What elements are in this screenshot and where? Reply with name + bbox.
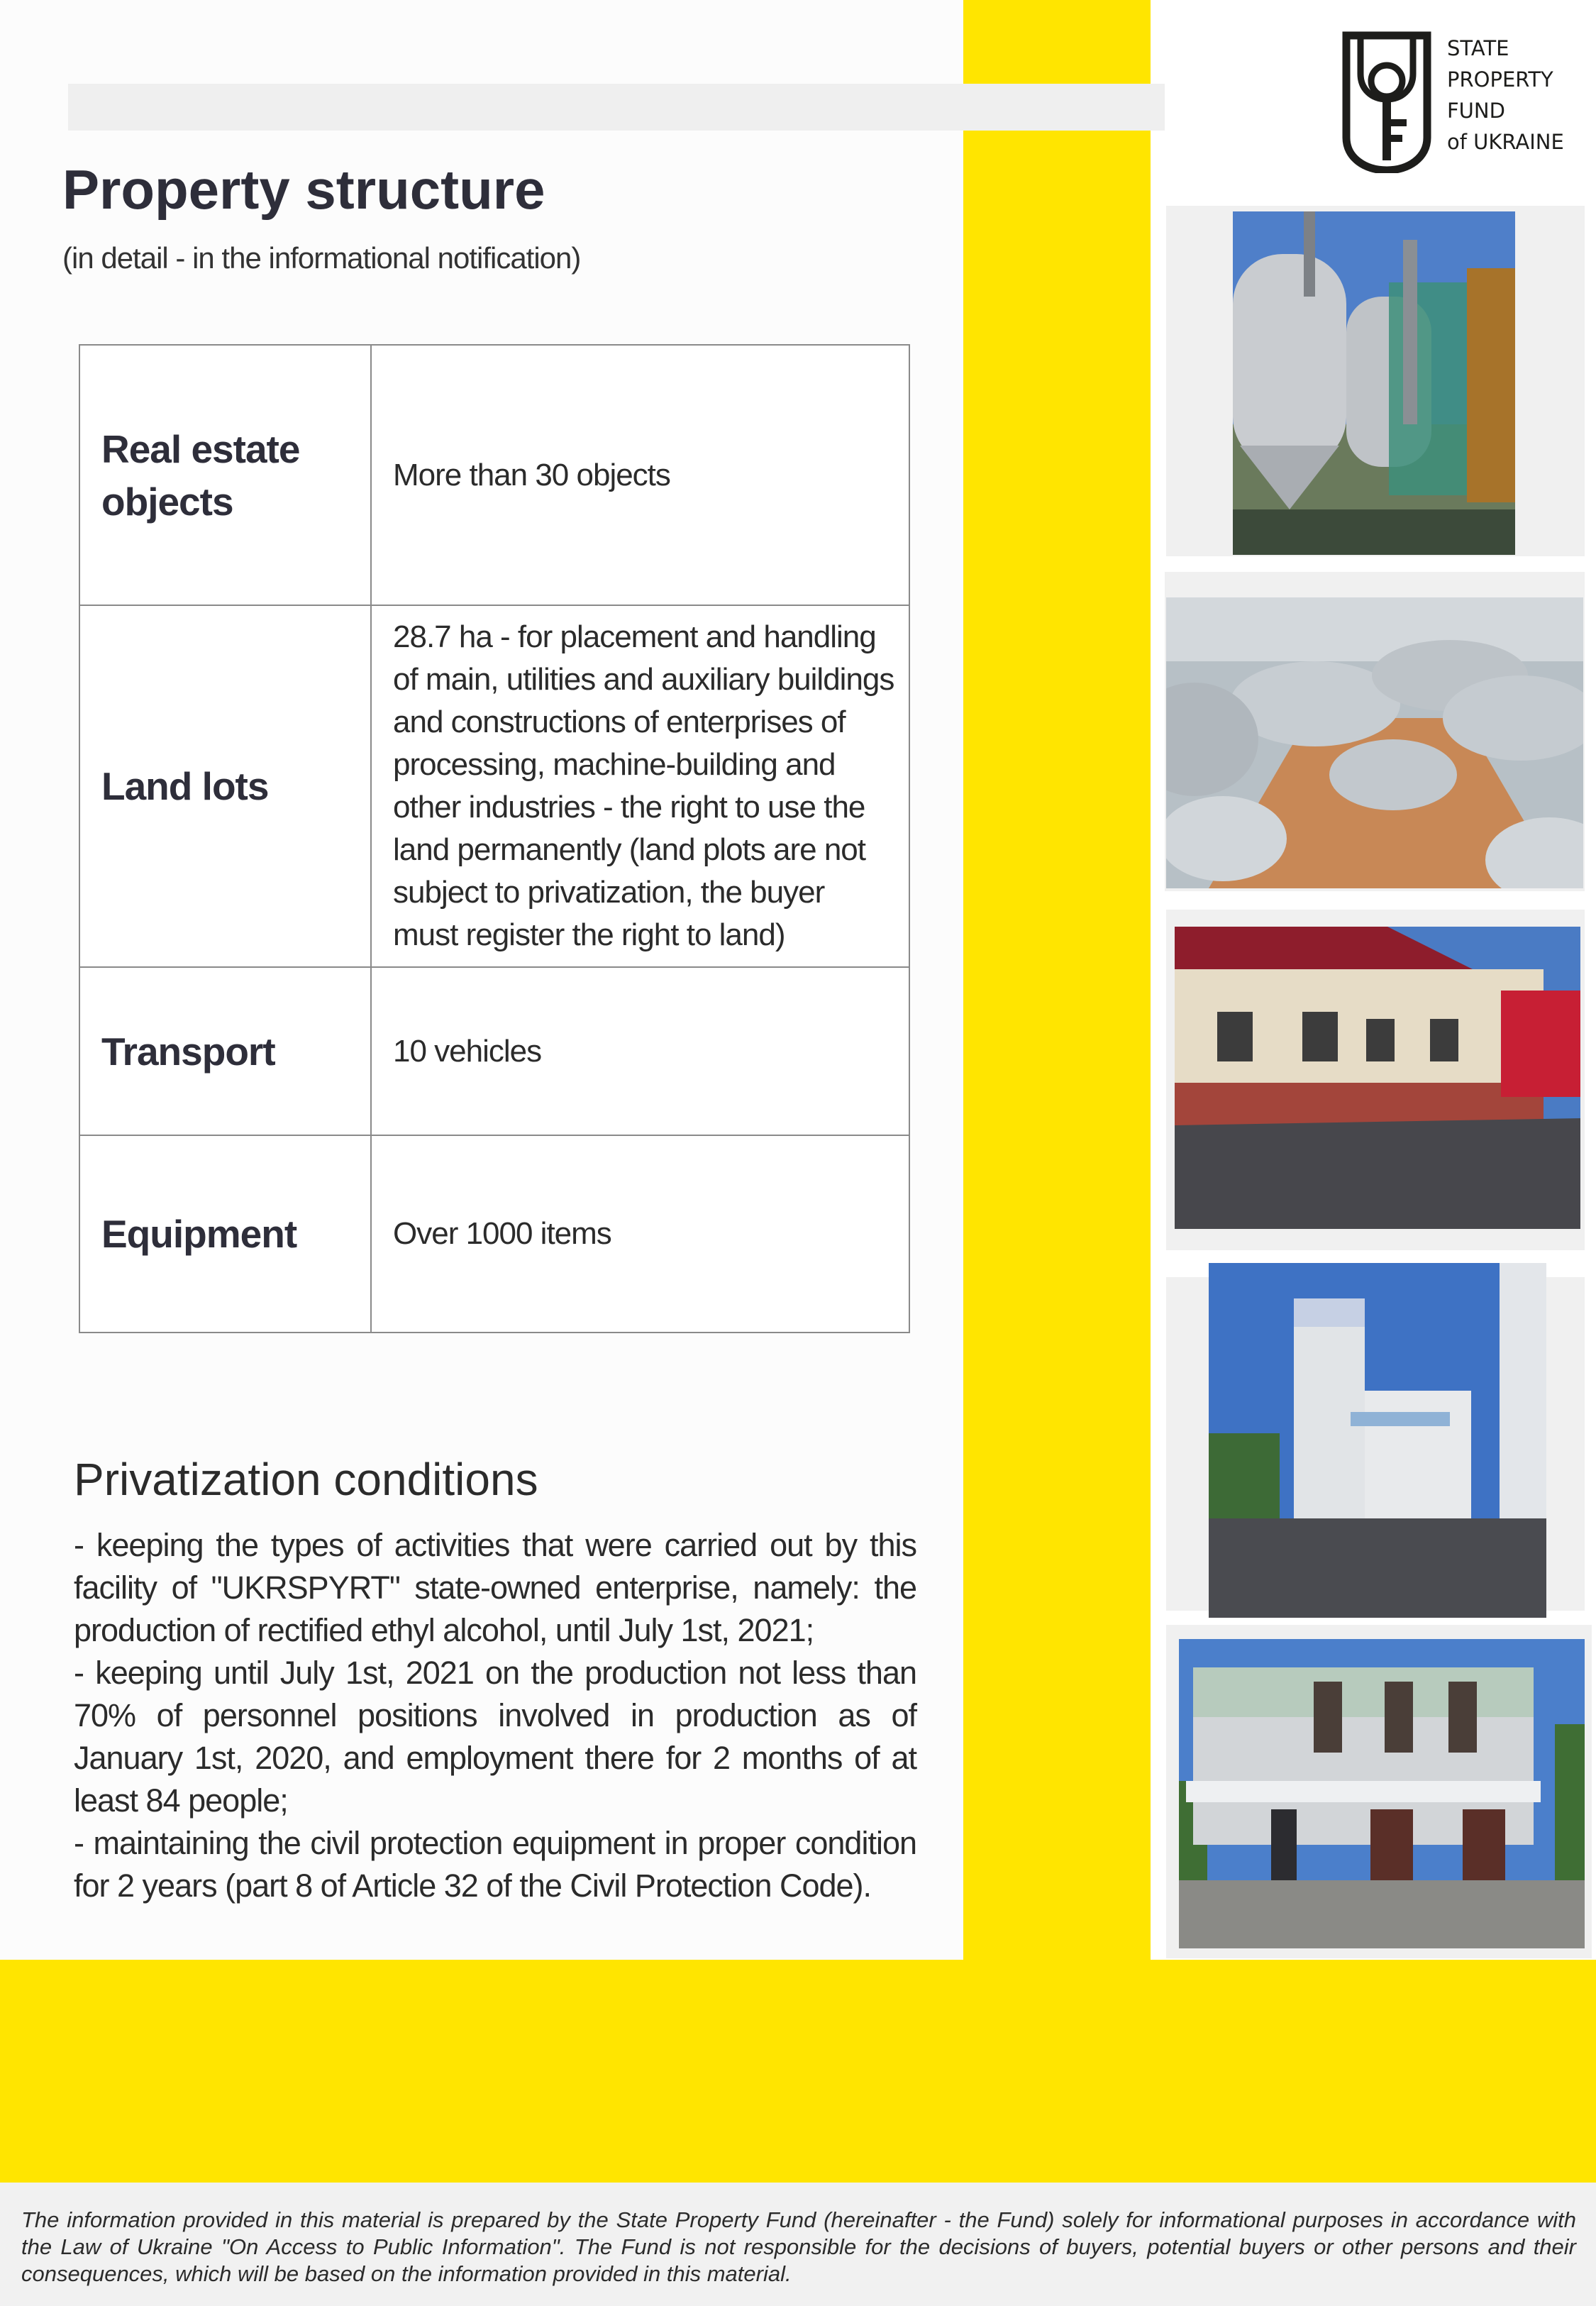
row-label: Transport xyxy=(79,967,371,1135)
row-label: Land lots xyxy=(79,605,371,967)
table-row xyxy=(79,605,909,967)
fermentation-tanks-photo xyxy=(1166,597,1583,888)
table-row xyxy=(79,1135,909,1333)
yellow-accent-strip xyxy=(963,0,1151,1960)
admin-building-photo xyxy=(1175,927,1580,1229)
key-shield-icon xyxy=(1339,31,1434,173)
row-value: 28.7 ha - for placement and handling of main, utilities and auxiliary buildings and constructions of enterprises of processing, machine-building and other industries - the right to use the land permanently (land plots are not subject to privatization, the buyer must register the right to land) xyxy=(371,605,909,967)
logo-line: FUND xyxy=(1447,99,1505,123)
facade-entrance-photo xyxy=(1179,1639,1585,1948)
row-value: Over 1000 items xyxy=(371,1135,909,1333)
bottom-yellow-band xyxy=(0,1960,1596,2183)
logo-line: of UKRAINE xyxy=(1447,130,1564,154)
row-label: Equipment xyxy=(79,1135,371,1333)
property-structure-table xyxy=(79,344,910,1333)
conditions-list xyxy=(74,1524,916,1907)
logo-line: STATE xyxy=(1447,36,1509,60)
row-value: More than 30 objects xyxy=(371,345,909,605)
tower-building-photo xyxy=(1209,1263,1546,1618)
page-title: Property structure xyxy=(62,158,545,221)
row-label: Real estate objects xyxy=(79,345,371,605)
row-value: 10 vehicles xyxy=(371,967,909,1135)
table-row xyxy=(79,345,909,605)
condition-item: - keeping the types of activities that were carried out by this facility of "UKRSPYRT" state-owned enterprise, namely: the production of rectified ethyl alcohol, until July 1st, 2021; xyxy=(74,1527,916,1648)
header-bar xyxy=(68,84,1165,131)
conditions-title: Privatization conditions xyxy=(74,1454,538,1505)
condition-item: - maintaining the civil protection equipment in proper condition for 2 years (part 8 of Article 32 of the Civil Protection Code). xyxy=(74,1825,916,1904)
page-subtitle: (in detail - in the informational notification) xyxy=(62,241,581,275)
disclaimer-text: The information provided in this material is prepared by the State Property Fund (hereinafter - the Fund) solely for informational purposes in accordance with the Law of Ukraine "On Access to Public Information". The Fund is not responsible for the decisions of buyers, potential buyers or other persons and their consequences, which will be based on the information provided in this material. xyxy=(21,2207,1576,2286)
logo-line: PROPERTY xyxy=(1447,67,1553,92)
fund-logo xyxy=(1338,28,1579,177)
logo-text xyxy=(1447,33,1564,158)
table-row xyxy=(79,967,909,1135)
silo-towers-photo xyxy=(1233,211,1515,555)
condition-item: - keeping until July 1st, 2021 on the production not less than 70% of personnel positions involved in production as of January 1st, 2020, and employment there for 2 months of at least 84 people; xyxy=(74,1655,916,1819)
